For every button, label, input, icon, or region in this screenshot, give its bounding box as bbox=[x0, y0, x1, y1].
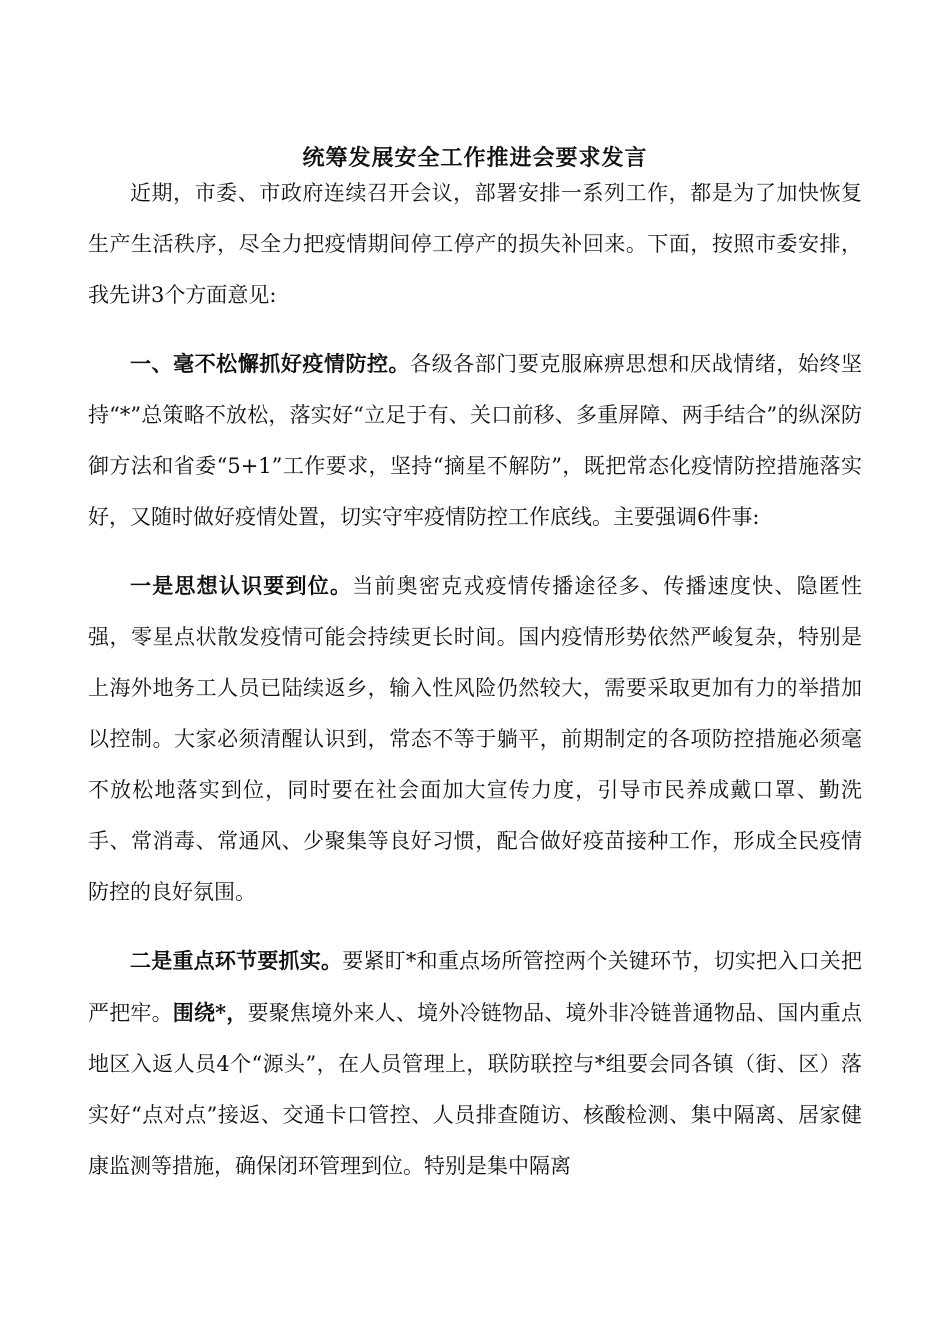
paragraph-text: 当前奥密克戎疫情传播途径多、传播速度快、隐匿性强，零星点状散发疫情可能会持续更长时间。国内疫情形势依然严峻复杂，特别是上海外地务工人员已陆续返乡，输入性风险仍然较大，需要采取更加有力的举措加以控制。大家必须清醒认识到，常态不等于躺平，前期制定的各项防控措施必须毫不放松地落实到位，同时要在社会面加大宣传力度，引导市民养成戴口罩、勤洗手、常消毒、常通风、少聚集等良好习惯，配合做好疫苗接种工作，形成全民疫情防控的良好氛围。 bbox=[88, 574, 862, 904]
inline-heading: 围绕*， bbox=[172, 1000, 248, 1025]
paragraph-section-1 bbox=[88, 338, 862, 543]
point-heading: 一是思想认识要到位。 bbox=[130, 573, 353, 598]
paragraph-intro bbox=[88, 168, 862, 321]
paragraph-text: 近期，市委、市政府连续召开会议，部署安排一系列工作，都是为了加快恢复生产生活秩序，尽全力把疫情期间停工停产的损失补回来。下面，按照市委安排，我先讲3个方面意见: bbox=[88, 181, 862, 307]
section-heading: 一、毫不松懈抓好疫情防控。 bbox=[130, 351, 411, 376]
paragraph-text: 要聚焦境外来人、境外冷链物品、境外非冷链普通物品、国内重点地区入返人员4个“源头”，在人员管理上，联防联控与*组要会同各镇（街、区）落实好“点对点”接返、交通卡口管控、人员排查随访、核酸检测、集中隔离、居家健康监测等措施，确保闭环管理到位。特别是集中隔离 bbox=[88, 1001, 863, 1178]
document-body bbox=[88, 168, 862, 1209]
point-heading: 二是重点环节要抓实。 bbox=[130, 948, 343, 973]
paragraph-point-1 bbox=[88, 560, 862, 918]
paragraph-text: 要紧盯*和重点场所管控两个关键环节，切实把入口关把严把牢。 bbox=[88, 949, 863, 1025]
document-title: 统筹发展安全工作推进会要求发言 bbox=[302, 145, 648, 171]
paragraph-text: 各级各部门要克服麻痹思想和厌战情绪，始终坚持“*”总策略不放松，落实好“立足于有、关口前移、多重屏障、两手结合”的纵深防御方法和省委“5+1”工作要求，坚持“摘星不解防”，既把常态化疫情防控措施落实好，又随时做好疫情处置，切实守牢疫情防控工作底线。主要强调6件事: bbox=[88, 352, 863, 529]
paragraph-point-2 bbox=[88, 935, 862, 1192]
